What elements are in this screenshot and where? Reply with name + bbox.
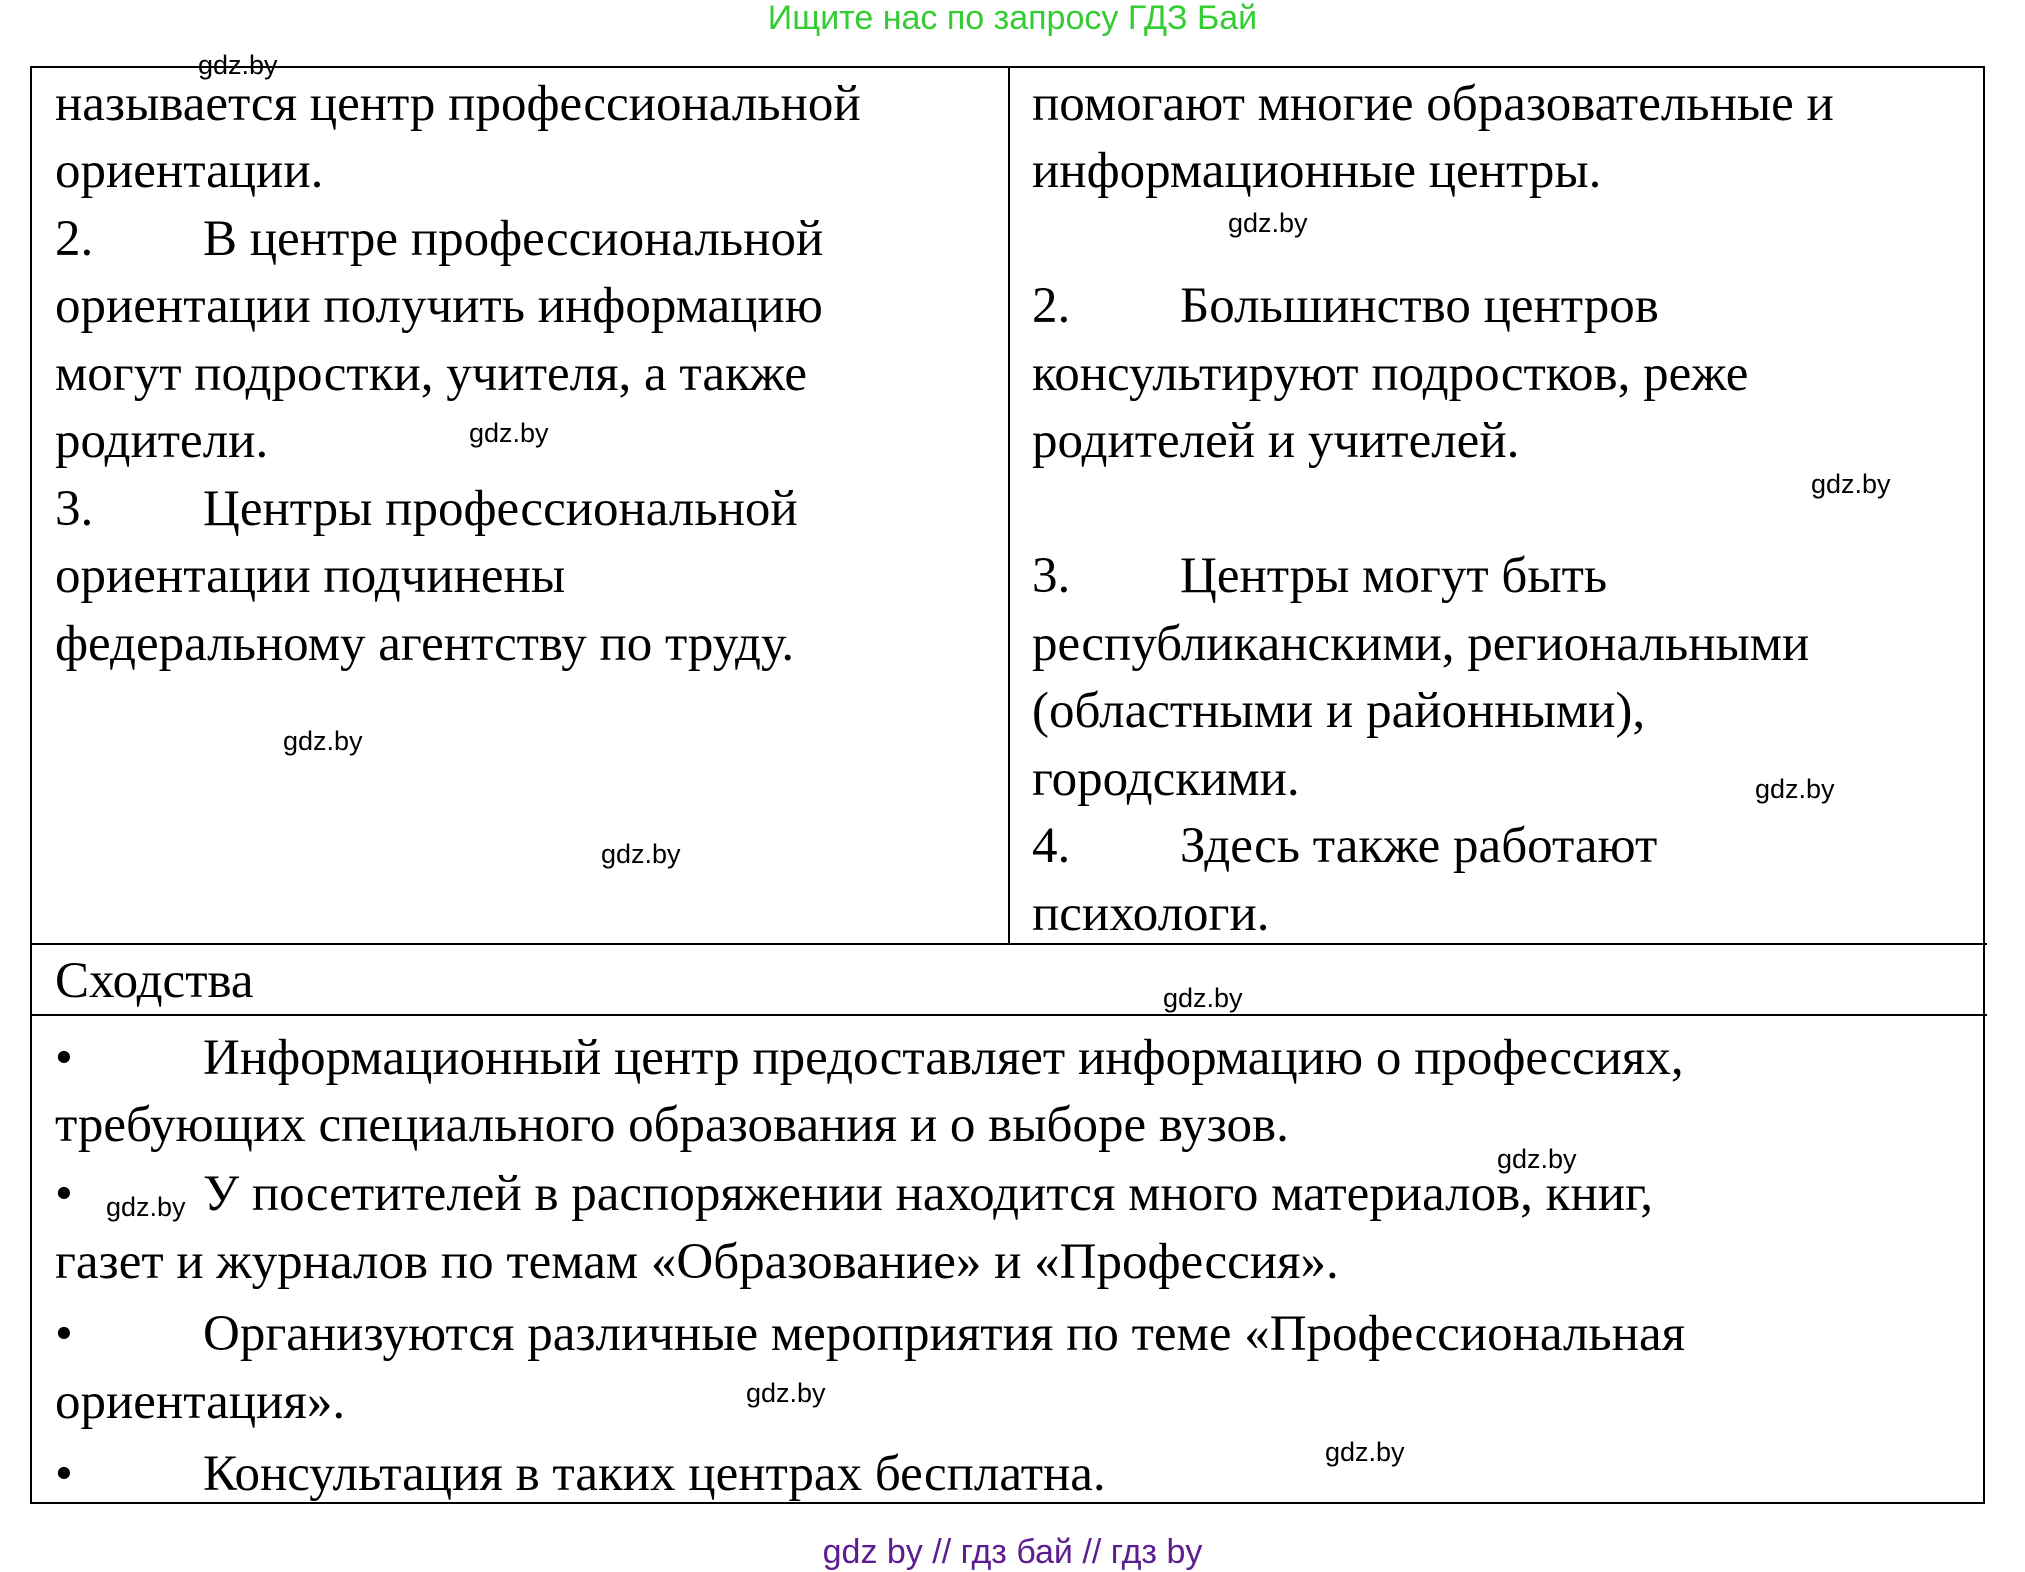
watermark: gdz.by (198, 50, 278, 80)
item-text: Центры профессиональной (203, 481, 798, 537)
watermark: gdz.by (1163, 983, 1243, 1013)
text-line: называется центр профессиональной (55, 76, 861, 132)
text-line: ориентации. (55, 143, 324, 199)
item-text: У посетителей в распоряжении находится много материалов, книг, (203, 1166, 1653, 1222)
bullet-item (55, 1444, 1106, 1504)
text-line: федеральному агентству по труду. (55, 616, 795, 672)
watermark: gdz.by (469, 418, 549, 448)
text-line: требующих специального образования и о выборе вузов. (55, 1097, 1289, 1153)
list-item-3 (1032, 546, 1607, 606)
list-item-2 (55, 209, 823, 269)
text-line: ориентации подчинены (55, 548, 566, 604)
column-divider (1008, 66, 1010, 944)
text-line: (областными и районными), (1032, 683, 1646, 739)
list-item-3 (55, 479, 798, 539)
item-number: 3. (55, 481, 94, 537)
footer-links: gdz by // гдз бай // гдз by (822, 1533, 1203, 1571)
item-text: Большинство центров (1180, 278, 1659, 334)
watermark: gdz.by (1755, 774, 1835, 804)
watermark: gdz.by (283, 726, 363, 756)
watermark: gdz.by (1497, 1144, 1577, 1174)
bullet-icon: • (55, 1306, 73, 1362)
bullet-icon: • (55, 1446, 73, 1502)
text-line: психологи. (1032, 886, 1270, 942)
watermark: gdz.by (106, 1192, 186, 1222)
row-divider (30, 1014, 1987, 1016)
item-number: 2. (1032, 278, 1071, 334)
item-text: Здесь также работают (1180, 818, 1658, 874)
text-line: информационные центры. (1032, 143, 1602, 199)
bullet-icon: • (55, 1030, 73, 1086)
item-text: Центры могут быть (1180, 548, 1608, 604)
list-item-4 (1032, 816, 1657, 876)
text-line: ориентации получить информацию (55, 278, 823, 334)
search-hint-header: Ищите нас по запросу ГДЗ Бай (767, 0, 1258, 37)
item-number: 3. (1032, 548, 1071, 604)
text-line: ориентация». (55, 1374, 346, 1430)
item-text: Консультация в таких центрах бесплатна. (203, 1446, 1106, 1502)
watermark: gdz.by (1325, 1437, 1405, 1467)
list-item-2 (1032, 276, 1659, 336)
item-number: 2. (55, 211, 94, 267)
item-text: Информационный центр предоставляет информацию о профессиях, (203, 1030, 1684, 1086)
watermark: gdz.by (1811, 469, 1891, 499)
watermark: gdz.by (746, 1378, 826, 1408)
watermark: gdz.by (1228, 208, 1308, 238)
item-number: 4. (1032, 818, 1071, 874)
item-text: В центре профессиональной (203, 211, 824, 267)
row-divider (30, 943, 1987, 945)
text-line: республиканскими, региональными (1032, 616, 1810, 672)
bullet-item (55, 1304, 1685, 1364)
text-line: помогают многие образовательные и (1032, 76, 1834, 132)
item-text: Организуются различные мероприятия по теме «Профессиональная (203, 1306, 1686, 1362)
text-line: родителей и учителей. (1032, 413, 1520, 469)
text-line: родители. (55, 413, 269, 469)
text-line: могут подростки, учителя, а также (55, 346, 807, 402)
text-line: газет и журналов по темам «Образование» и «Профессия». (55, 1234, 1339, 1290)
section-title: Сходства (55, 953, 254, 1009)
watermark: gdz.by (601, 839, 681, 869)
text-line: консультируют подростков, реже (1032, 346, 1749, 402)
bullet-item (55, 1164, 1653, 1224)
bullet-icon: • (55, 1166, 73, 1222)
bullet-item (55, 1028, 1684, 1088)
text-line: городскими. (1032, 751, 1300, 807)
